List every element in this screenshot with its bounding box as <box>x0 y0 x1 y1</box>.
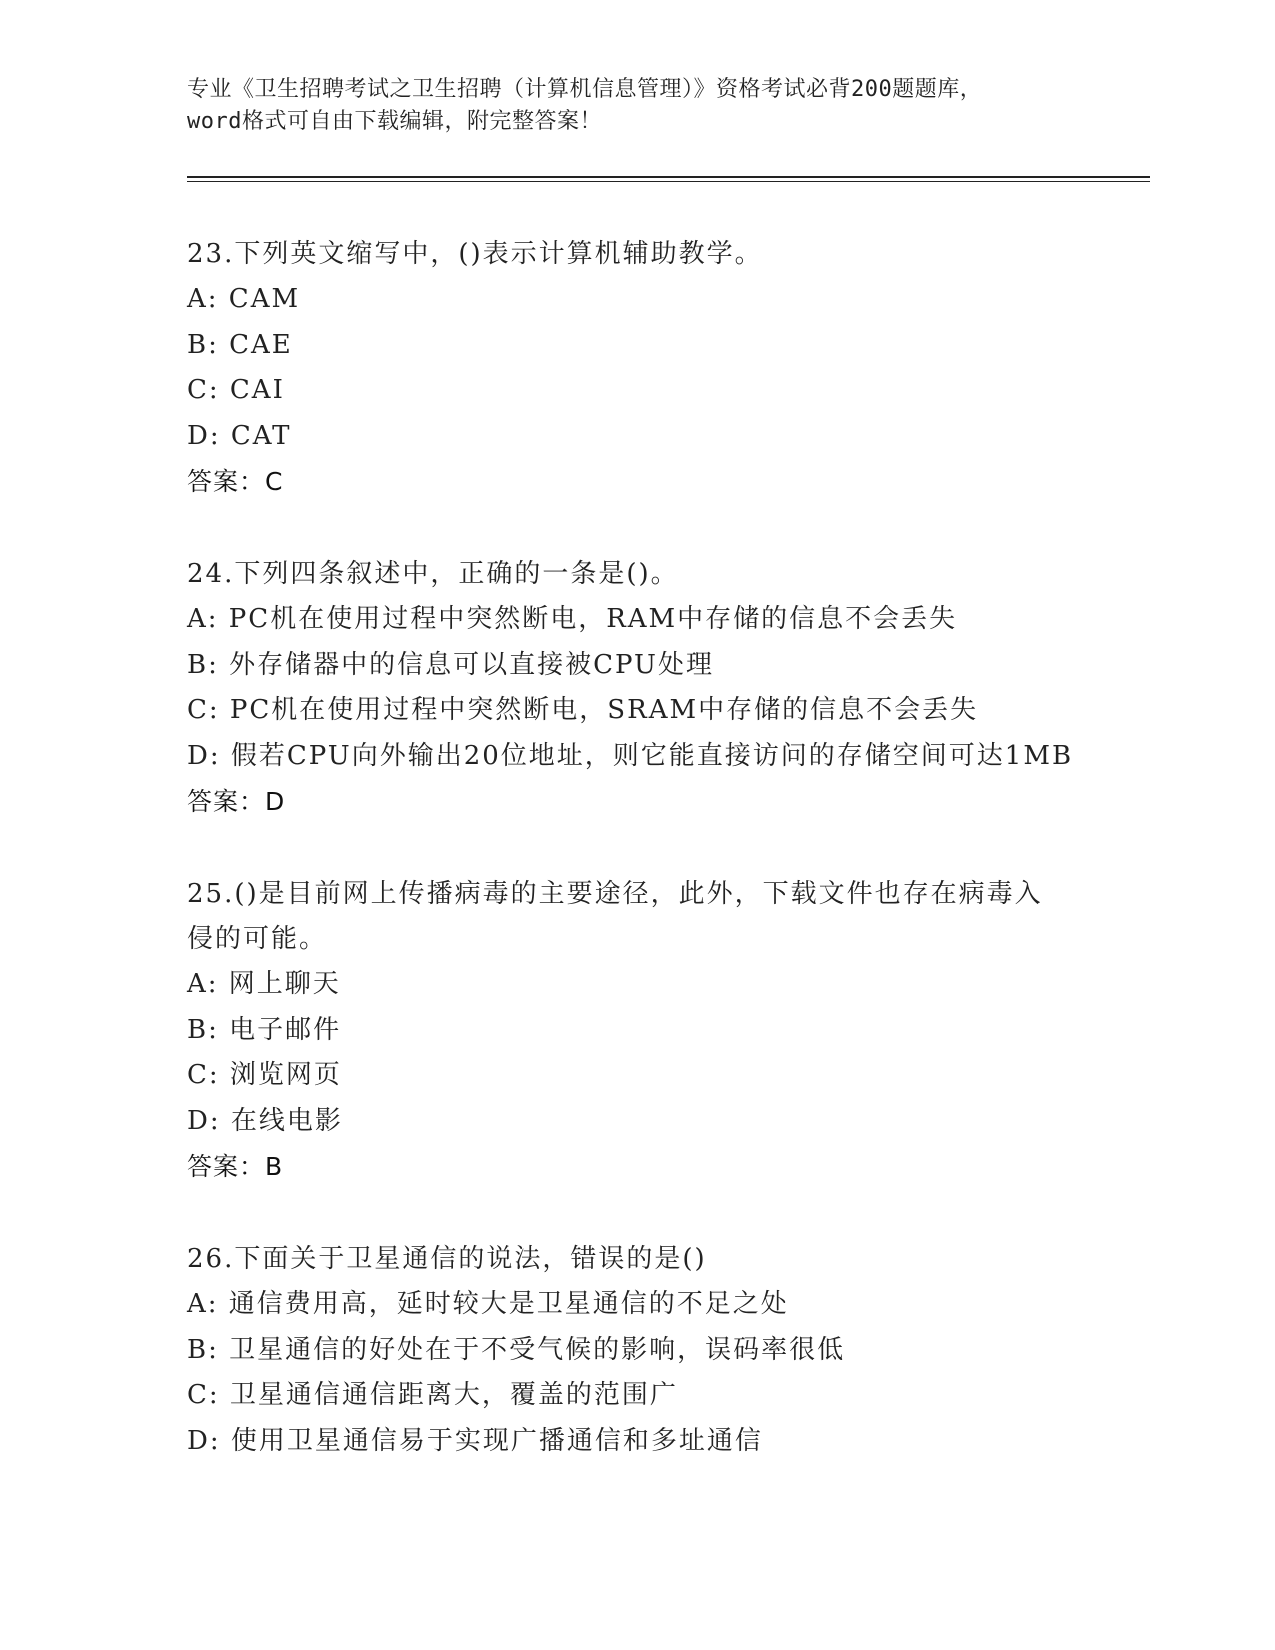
option-a: A: CAM <box>187 284 301 314</box>
question-stem: 24.下列四条叙述中，正确的一条是()。 <box>187 559 679 589</box>
header-line-1: 专业《卫生招聘考试之卫生招聘（计算机信息管理）》资格考试必背200题题库， <box>187 77 983 102</box>
option-d: D: CAT <box>187 420 292 451</box>
question-24 <box>187 552 1087 825</box>
header-divider-bottom <box>187 181 1150 182</box>
option-c: C: CAI <box>187 375 285 405</box>
answer-line: 答案：B <box>187 1152 284 1181</box>
option-b: B: 外存储器中的信息可以直接被CPU处理 <box>187 649 714 680</box>
option-d: D: 在线电影 <box>187 1105 343 1136</box>
question-stem-line-2: 侵的可能。 <box>187 924 328 954</box>
option-c: C: 卫星通信通信距离大，覆盖的范围广 <box>187 1380 678 1410</box>
header-divider-top <box>187 176 1150 178</box>
option-b: B: 电子邮件 <box>187 1014 342 1045</box>
question-23 <box>187 232 1087 505</box>
option-a: A: PC机在使用过程中突然断电，RAM中存储的信息不会丢失 <box>187 604 958 634</box>
answer-line: 答案：D <box>187 787 286 816</box>
question-26 <box>187 1237 1087 1464</box>
document-header <box>187 74 1087 138</box>
option-d: D: 假若CPU向外输出20位地址，则它能直接访问的存储空间可达1MB <box>187 740 1074 771</box>
option-a: A: 网上聊天 <box>187 969 341 999</box>
answer-line: 答案：C <box>187 467 284 496</box>
question-list <box>187 232 1087 1511</box>
question-25 <box>187 872 1087 1190</box>
question-stem: 26.下面关于卫星通信的说法，错误的是() <box>187 1244 707 1274</box>
question-stem: 23.下列英文缩写中，()表示计算机辅助教学。 <box>187 239 763 269</box>
option-b: B: CAE <box>187 329 293 360</box>
option-c: C: PC机在使用过程中突然断电，SRAM中存储的信息不会丢失 <box>187 695 979 725</box>
option-c: C: 浏览网页 <box>187 1060 342 1090</box>
question-stem-line-1: 25.()是目前网上传播病毒的主要途径，此外，下载文件也存在病毒入 <box>187 879 1043 909</box>
option-d: D: 使用卫星通信易于实现广播通信和多址通信 <box>187 1425 763 1456</box>
option-b: B: 卫星通信的好处在于不受气候的影响，误码率很低 <box>187 1334 846 1365</box>
header-line-2: word格式可自由下载编辑，附完整答案！ <box>187 109 602 134</box>
option-a: A: 通信费用高，延时较大是卫星通信的不足之处 <box>187 1289 789 1319</box>
